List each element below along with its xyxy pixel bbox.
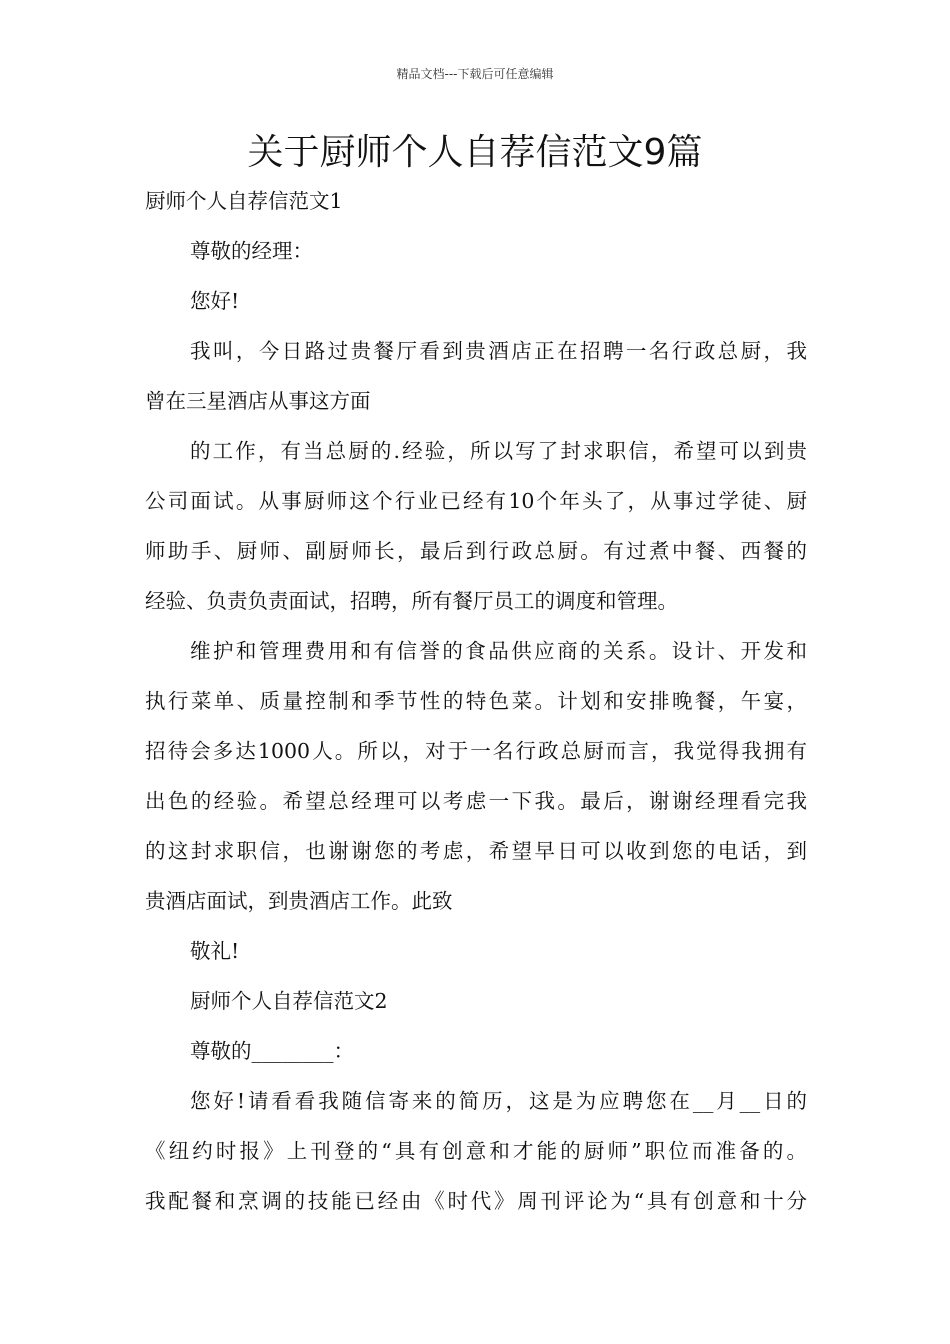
- text-line: 的这封求职信，也谢谢您的考虑，希望早日可以收到您的电话，到: [145, 839, 807, 863]
- text-line: 师助手、厨师、副厨师长，最后到行政总厨。有过煮中餐、西餐的: [145, 539, 807, 563]
- text-line: 贵酒店面试，到贵酒店工作。此致: [145, 889, 453, 913]
- salutation: 尊敬的________：: [190, 1039, 354, 1063]
- text-line: 您好!请看看我随信寄来的简历，这是为应聘您在__月__日的: [190, 1089, 807, 1113]
- text-line: 《纽约时报》上刊登的“具有创意和才能的厨师”职位而准备的。: [145, 1139, 807, 1163]
- text-line: 维护和管理费用和有信誉的食品供应商的关系。设计、开发和: [190, 639, 807, 663]
- section-heading-1: 厨师个人自荐信范文1: [145, 189, 343, 213]
- text-line: 我配餐和烹调的技能已经由《时代》周刊评论为“具有创意和十分: [145, 1189, 807, 1213]
- header-note: 精品文档---下载后可任意编辑: [396, 67, 554, 81]
- document-title: 关于厨师个人自荐信范文9篇: [247, 132, 703, 173]
- text-line: 招待会多达1000人。所以，对于一名行政总厨而言，我觉得我拥有: [145, 739, 807, 763]
- section-heading-2: 厨师个人自荐信范文2: [190, 989, 388, 1013]
- salutation: 尊敬的经理：: [190, 239, 313, 263]
- text-line: 曾在三星酒店从事这方面: [145, 389, 371, 413]
- text-line: 的工作，有当总厨的.经验，所以写了封求职信，希望可以到贵: [190, 439, 807, 463]
- document-body: [145, 176, 807, 1226]
- greeting: 您好!: [190, 289, 240, 313]
- text-line: 执行菜单、质量控制和季节性的特色菜。计划和安排晚餐，午宴，: [145, 689, 807, 713]
- text-line: 我叫，今日路过贵餐厅看到贵酒店正在招聘一名行政总厨，我: [190, 339, 807, 363]
- text-line: 出色的经验。希望总经理可以考虑一下我。最后，谢谢经理看完我: [145, 789, 807, 813]
- text-line: 公司面试。从事厨师这个行业已经有10个年头了，从事过学徒、厨: [145, 489, 807, 513]
- closing: 敬礼!: [190, 939, 240, 963]
- text-line: 经验、负责负责面试，招聘，所有餐厅员工的调度和管理。: [145, 589, 678, 613]
